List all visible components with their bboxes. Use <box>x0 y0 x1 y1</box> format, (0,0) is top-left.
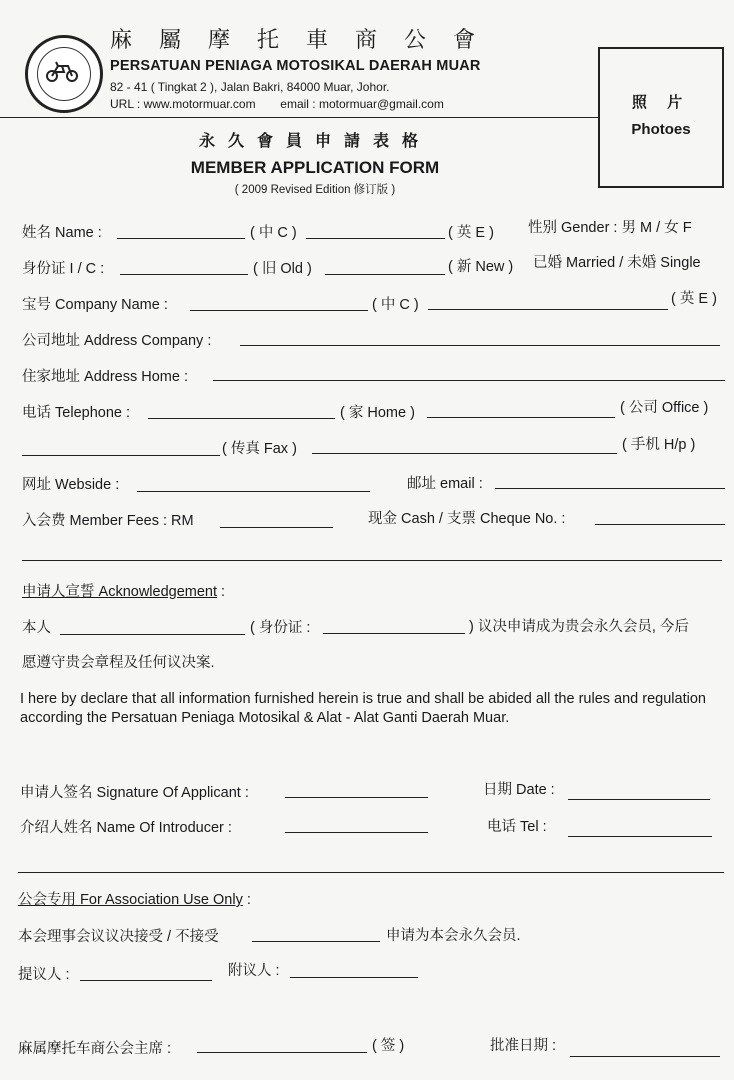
sign-label: ( 签 ) <box>372 1038 405 1054</box>
decision-suffix: 申请为本会永久会员. <box>386 928 521 944</box>
member-fees-label: 入会费 Member Fees : RM <box>22 513 194 529</box>
address-company-field[interactable] <box>240 345 720 346</box>
address-home-field[interactable] <box>213 380 725 381</box>
header-divider <box>0 117 598 118</box>
introducer-label: 介绍人姓名 Name Of Introducer : <box>20 820 232 836</box>
colon: : <box>221 584 226 600</box>
website-field[interactable] <box>137 491 370 492</box>
declaration-text: I here by declare that all information furnished herein is true and shall be abided all the rules and regulation according the Persatuan Peniaga Motosikal & Alat - Alat Ganti Daerah Muar. <box>20 691 706 726</box>
org-name: PERSATUAN PENIAGA MOTOSIKAL DAERAH MUAR <box>110 58 481 74</box>
name-en-field[interactable] <box>306 238 445 239</box>
company-en-label: ( 英 E ) <box>671 291 717 307</box>
date-field[interactable] <box>568 799 710 800</box>
website-label: 网址 Webside : <box>22 477 120 493</box>
telephone-label: 电话 Telephone : <box>22 405 131 421</box>
telephone-home-label: ( 家 Home ) <box>340 405 415 421</box>
org-name-chinese: 麻屬摩托車商公會 <box>110 28 503 53</box>
tel-label: 电话 Tel : <box>487 819 547 835</box>
ic-old-field[interactable] <box>120 274 248 275</box>
org-url: URL : www.motormuar.com <box>110 97 256 111</box>
applicant-signature-label: 申请人签名 Signature Of Applicant : <box>20 785 249 801</box>
approval-date-field[interactable] <box>570 1056 720 1057</box>
proposer-label: 提议人 : <box>18 967 70 983</box>
telephone-office-field[interactable] <box>427 417 615 418</box>
ack-ic-field[interactable] <box>323 633 465 634</box>
fax-label: ( 传真 Fax ) <box>222 441 297 457</box>
telephone-office-label: ( 公司 Office ) <box>620 400 709 416</box>
seconder-field[interactable] <box>290 977 418 978</box>
tel-field[interactable] <box>568 836 712 837</box>
association-logo <box>25 35 103 113</box>
gender-option[interactable]: 性别 Gender : 男 M / 女 F <box>528 220 692 236</box>
name-label: 姓名 Name : <box>22 225 102 241</box>
email-field[interactable] <box>495 488 725 489</box>
seconder-label: 附议人 : <box>228 963 280 979</box>
ack-ic-label: ( 身份证 : <box>250 620 311 636</box>
chairman-label: 麻属摩托车商公会主席 : <box>18 1041 172 1057</box>
ack-line2-text: 愿遵守贵会章程及任何议决案. <box>22 655 215 671</box>
handphone-field[interactable] <box>312 453 617 454</box>
photo-label-cn: 照 片 <box>631 94 691 111</box>
cheque-label: 现金 Cash / 支票 Cheque No. : <box>368 511 566 527</box>
email-label: 邮址 email : <box>407 476 483 492</box>
address-home-label: 住家地址 Address Home : <box>22 369 188 385</box>
org-address: 82 - 41 ( Tingkat 2 ), Jalan Bakri, 84000 Muar, Johor. <box>110 80 390 94</box>
member-fees-field[interactable] <box>220 527 333 528</box>
motorcycle-icon <box>46 60 78 82</box>
ack-line1-text: ) 议决申请成为贵会永久会员, 今后 <box>469 619 689 635</box>
fax-field[interactable] <box>22 455 220 456</box>
marital-status-option[interactable]: 已婚 Married / 未婚 Single <box>533 255 701 271</box>
colon: : <box>246 892 251 908</box>
section-divider <box>18 872 724 873</box>
org-contact <box>110 97 444 112</box>
association-heading-text: 公会专用 For Association Use Only <box>18 892 243 908</box>
org-email: email : motormuar@gmail.com <box>280 97 444 111</box>
decision-field[interactable] <box>252 941 380 942</box>
address-company-label: 公司地址 Address Company : <box>22 333 212 349</box>
decision-label: 本会理事会议议决接受 / 不接受 <box>18 929 219 945</box>
ack-name-label: 本人 <box>22 620 51 636</box>
ic-new-field[interactable] <box>325 274 445 275</box>
form-title-cn: 永久會員申請表格 <box>198 131 431 150</box>
introducer-field[interactable] <box>285 832 428 833</box>
name-en-label: ( 英 E ) <box>448 225 494 241</box>
company-cn-label: ( 中 C ) <box>372 297 419 313</box>
acknowledgement-heading-text: 申请人宣誓 Acknowledgement <box>22 584 218 600</box>
telephone-home-field[interactable] <box>148 418 335 419</box>
ack-name-field[interactable] <box>60 634 245 635</box>
name-cn-field[interactable] <box>117 238 245 239</box>
cheque-field[interactable] <box>595 524 725 525</box>
handphone-label: ( 手机 H/p ) <box>622 437 696 453</box>
ic-new-label: ( 新 New ) <box>448 259 514 275</box>
date-label: 日期 Date : <box>483 782 555 798</box>
approval-date-label: 批准日期 : <box>490 1038 557 1054</box>
company-en-field[interactable] <box>428 309 668 310</box>
photo-label: Photoes <box>631 121 691 138</box>
acknowledgement-heading <box>22 583 225 601</box>
company-label: 宝号 Company Name : <box>22 297 168 313</box>
name-cn-label: ( 中 C ) <box>250 225 297 241</box>
proposer-field[interactable] <box>80 980 212 981</box>
applicant-signature-field[interactable] <box>285 797 428 798</box>
form-edition: ( 2009 Revised Edition 修订版 ) <box>234 184 396 196</box>
association-heading <box>18 891 251 909</box>
company-cn-field[interactable] <box>190 310 368 311</box>
ic-label: 身份证 I / C : <box>22 261 105 277</box>
chairman-signature-field[interactable] <box>197 1052 367 1053</box>
section-divider <box>22 560 722 561</box>
form-title: MEMBER APPLICATION FORM <box>190 158 440 177</box>
ic-old-label: ( 旧 Old ) <box>253 261 312 277</box>
